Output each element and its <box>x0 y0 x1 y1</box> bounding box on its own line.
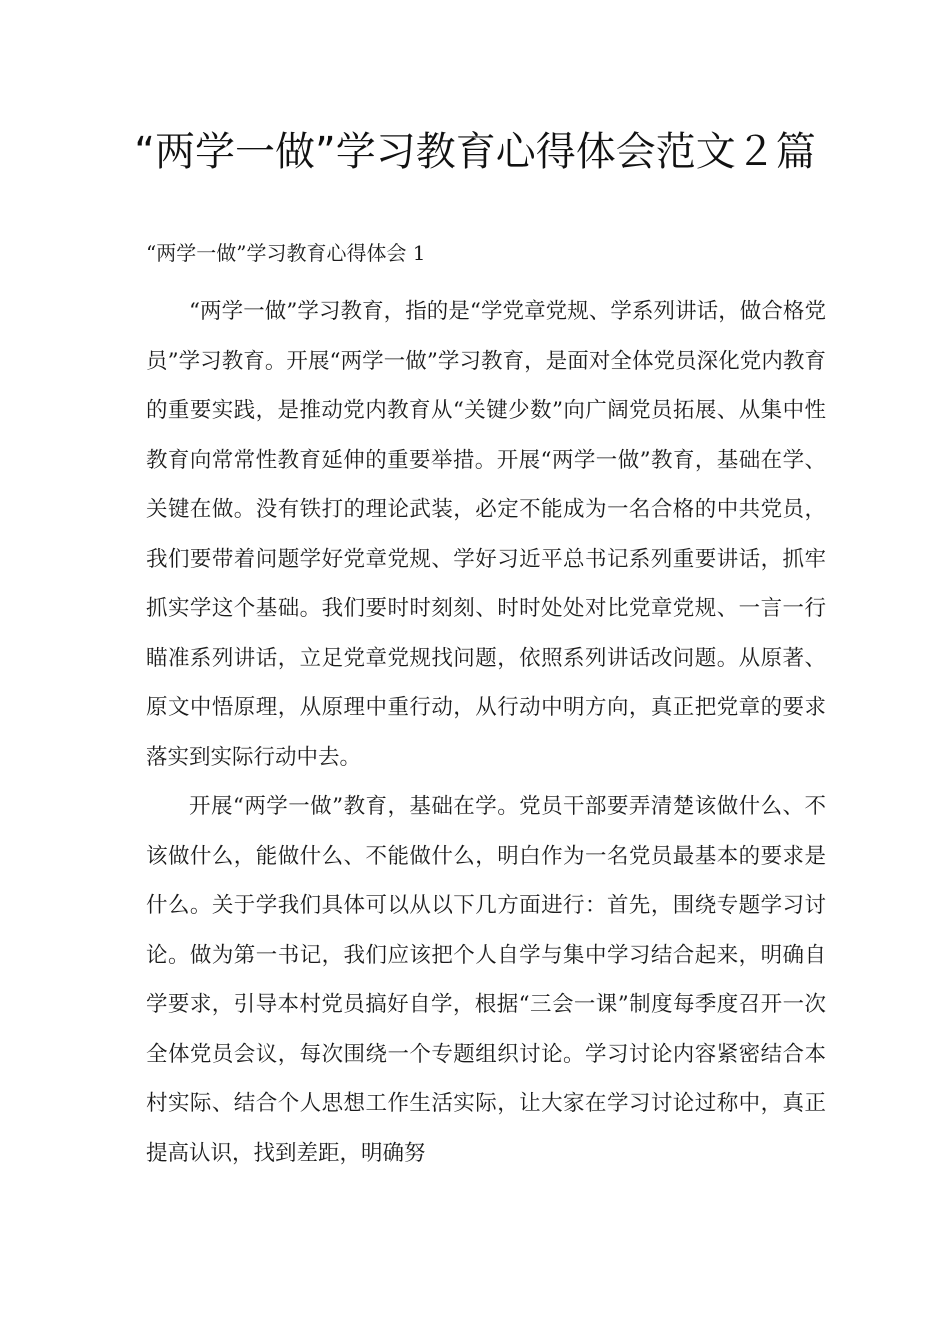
paragraph: 开展“两学一做”教育，基础在学。党员干部要弄清楚该做什么、不该做什么，能做什么、不能做什么，明白作为一名党员最基本的要求是什么。关于学我们具体可以从以下几方面进行：首先，围绕专题学习讨论。做为第一书记，我们应该把个人自学与集中学习结合起来，明确自学要求，引导本村党员搞好自学，根据“三会一课”制度每季度召开一次全体党员会议，每次围绕一个专题组织讨论。学习讨论内容紧密结合本村实际、结合个人思想工作生活实际，让大家在学习讨论过称中，真正提高认识，找到差距，明确努 <box>146 794 826 1166</box>
section-subtitle: “两学一做”学习教育心得体会 1 <box>146 241 426 265</box>
paragraph: “两学一做”学习教育，指的是“学党章党规、学系列讲话，做合格党员”学习教育。开展“两学一做”学习教育，是面对全体党员深化党内教育的重要实践，是推动党内教育从“关键少数”向广阔党员拓展、从集中性教育向常常性教育延伸的重要举措。开展“两学一做”教育，基础在学、关键在做。没有铁打的理论武装，必定不能成为一名合格的中共党员，我们要带着问题学好党章党规、学好习近平总书记系列重要讲话，抓牢抓实学这个基础。我们要时时刻刻、时时处处对比党章党规、一言一行瞄准系列讲话，立足党章党规找问题，依照系列讲话改问题。从原著、原文中悟原理，从原理中重行动，从行动中明方向，真正把党章的要求落实到实际行动中去。 <box>146 299 826 770</box>
document-title: “两学一做”学习教育心得体会范文２篇 <box>134 129 816 175</box>
document-body <box>146 287 826 1178</box>
